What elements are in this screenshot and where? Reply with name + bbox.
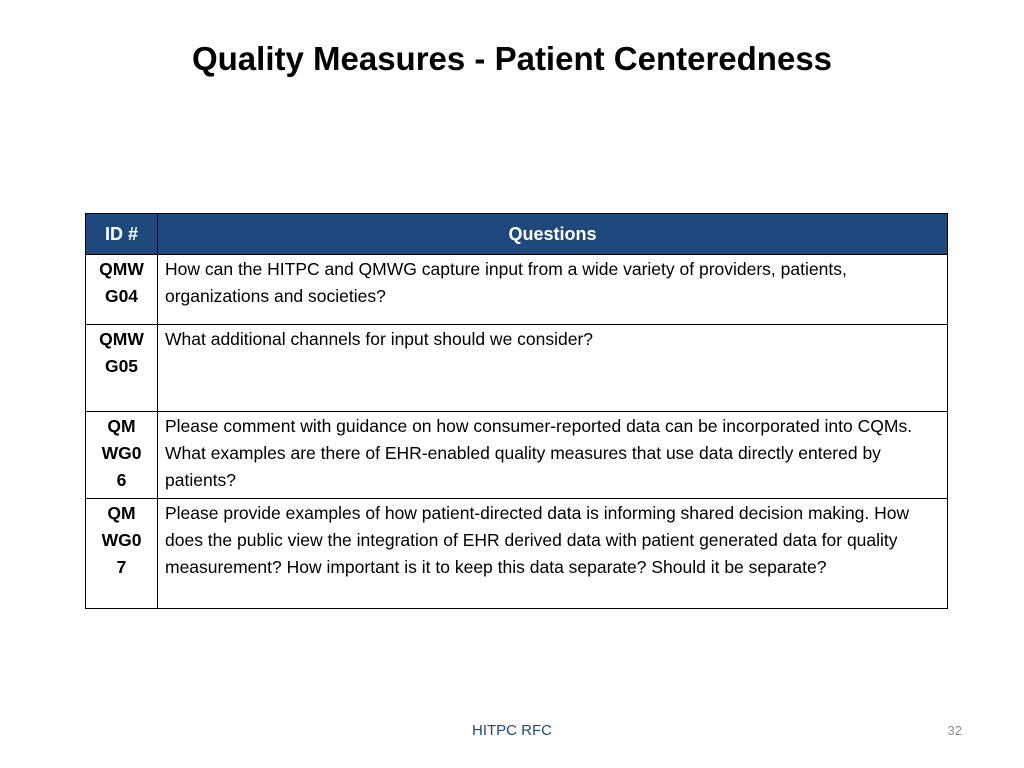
- row-question-cell: What additional channels for input should we consider?: [158, 325, 948, 412]
- slide-title: Quality Measures - Patient Centeredness: [191, 40, 833, 77]
- row-id-line: 7: [116, 557, 127, 577]
- row-id-line: WG0: [101, 443, 142, 463]
- page-number: 32: [947, 723, 962, 738]
- questions-table: [85, 213, 948, 609]
- row-id-cell: [86, 499, 158, 609]
- row-question-cell: How can the HITPC and QMWG capture input from a wide variety of providers, patients, organizations and societies?: [158, 255, 948, 325]
- row-id-line: QM: [107, 416, 136, 436]
- table-row: [86, 412, 948, 499]
- row-id-line: QMW: [99, 259, 144, 279]
- row-id-cell: [86, 255, 158, 325]
- row-id-cell: [86, 325, 158, 412]
- row-id-line: WG0: [101, 530, 142, 550]
- table-row: [86, 325, 948, 412]
- slide-footer: HITPC RFC: [472, 722, 552, 739]
- table-header-row: [86, 214, 948, 255]
- row-question-cell: Please comment with guidance on how consumer-reported data can be incorporated into CQMs. What examples are there of EHR-enabled quality measures that use data directly entered by patients?: [158, 412, 948, 499]
- row-id-line: 6: [116, 470, 127, 490]
- table-row: [86, 255, 948, 325]
- row-id-line: G04: [104, 286, 139, 306]
- row-id-cell: [86, 412, 158, 499]
- column-header-id: ID #: [86, 214, 158, 255]
- table-row: [86, 499, 948, 609]
- row-id-line: G05: [104, 356, 139, 376]
- row-question-cell: Please provide examples of how patient-directed data is informing shared decision making. How does the public view the integration of EHR derived data with patient generated data for quality measurement? How important is it to keep this data separate? Should it be separate?: [158, 499, 948, 609]
- row-id-line: QMW: [99, 329, 144, 349]
- column-header-questions: Questions: [158, 214, 948, 255]
- row-id-line: QM: [107, 503, 136, 523]
